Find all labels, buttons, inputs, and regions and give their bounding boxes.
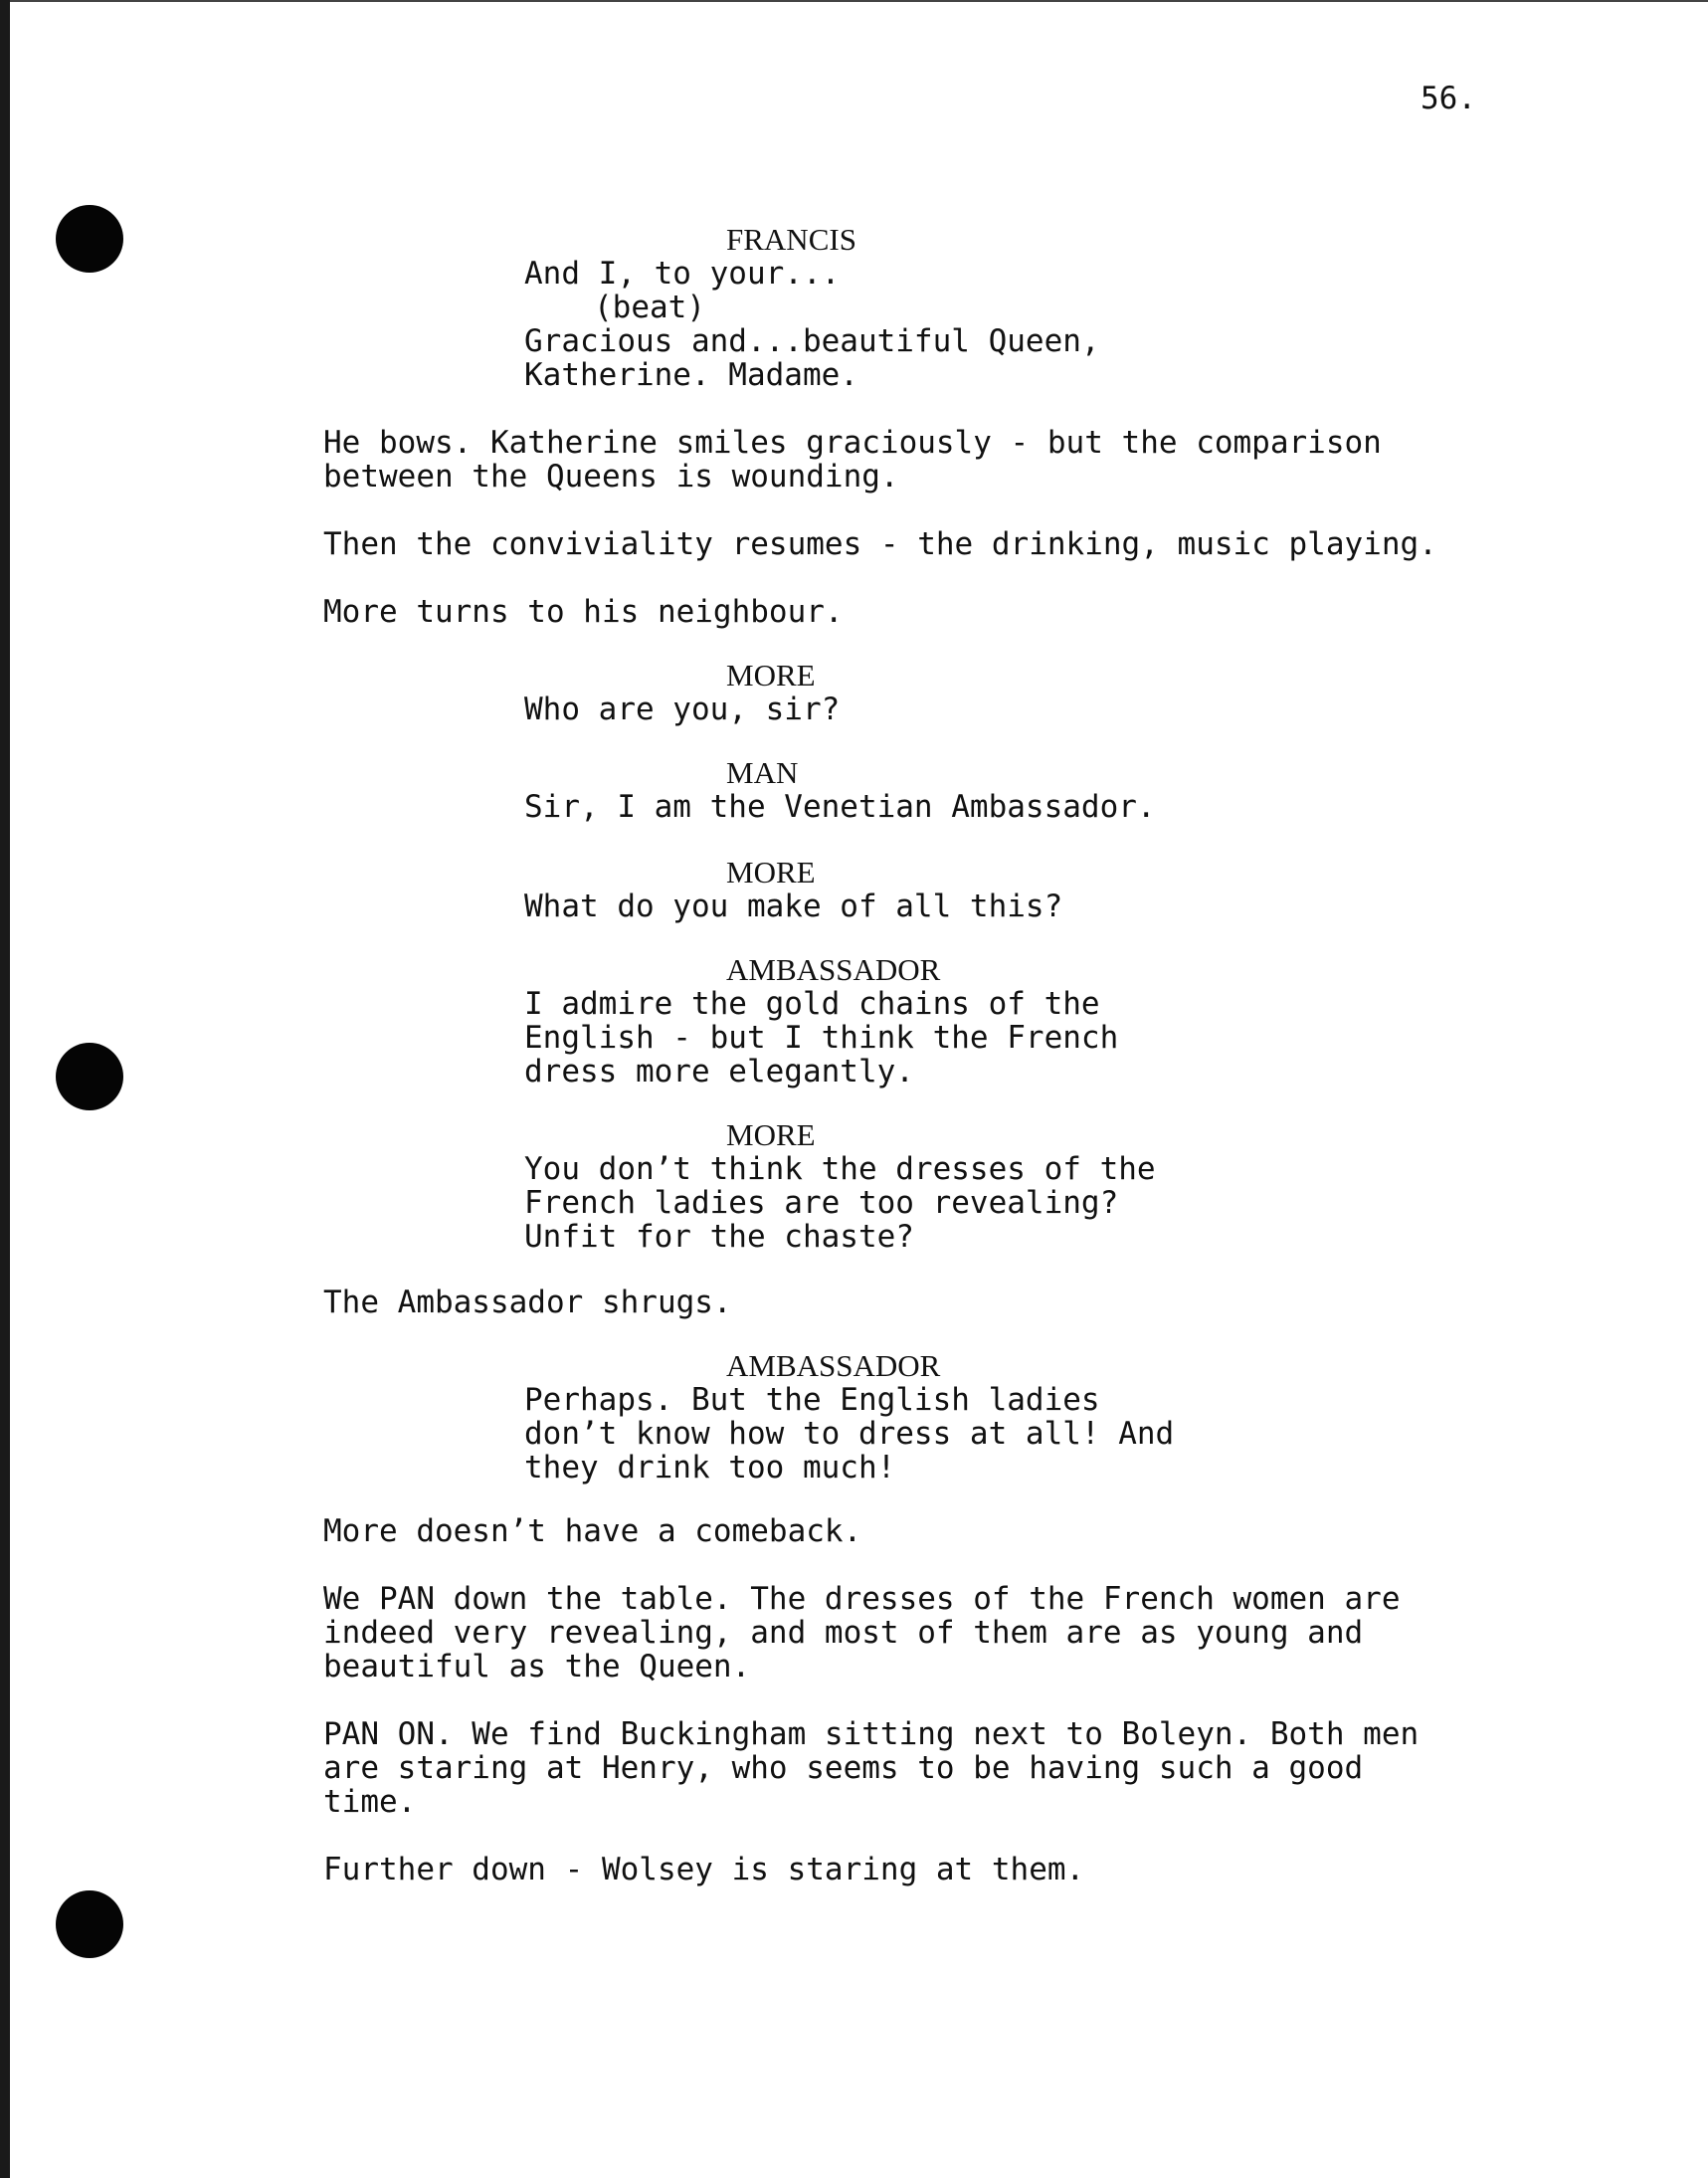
dialogue-line: English - but I think the French <box>524 1020 1119 1056</box>
page-number: 56. <box>1421 81 1476 116</box>
dialogue-line: Who are you, sir? <box>524 692 841 727</box>
scan-left-edge <box>0 0 10 2178</box>
character-cue: MAN <box>726 755 799 790</box>
character-cue: MORE <box>726 855 816 890</box>
dialogue-line: You don’t think the dresses of the <box>524 1151 1156 1187</box>
dialogue-line: Sir, I am the Venetian Ambassador. <box>524 789 1156 825</box>
dialogue-line: French ladies are too revealing? <box>524 1185 1119 1221</box>
character-cue: MORE <box>726 1117 816 1152</box>
character-cue: FRANCIS <box>726 222 856 257</box>
action-line: The Ambassador shrugs. <box>323 1285 732 1320</box>
dialogue-line: Katherine. Madame. <box>524 357 858 393</box>
action-line: time. <box>323 1784 417 1820</box>
action-line: Further down - Wolsey is staring at them. <box>323 1852 1085 1887</box>
action-line: between the Queens is wounding. <box>323 459 899 495</box>
dialogue-line: What do you make of all this? <box>524 889 1063 924</box>
action-line: Then the conviviality resumes - the drinking, music playing. <box>323 526 1437 562</box>
action-line: More doesn’t have a comeback. <box>323 1513 862 1549</box>
parenthetical: (beat) <box>594 290 705 325</box>
dialogue-line: I admire the gold chains of the <box>524 986 1100 1022</box>
dialogue-line: And I, to your... <box>524 256 841 292</box>
action-line: More turns to his neighbour. <box>323 594 844 630</box>
dialogue-line: Unfit for the chaste? <box>524 1219 914 1255</box>
dialogue-line: Perhaps. But the English ladies <box>524 1382 1100 1418</box>
action-line: are staring at Henry, who seems to be having such a good <box>323 1750 1364 1786</box>
character-cue: MORE <box>726 658 816 693</box>
action-line: beautiful as the Queen. <box>323 1649 751 1684</box>
action-line: He bows. Katherine smiles graciously - but the comparison <box>323 425 1382 461</box>
punch-hole-middle <box>56 1043 123 1110</box>
action-line: We PAN down the table. The dresses of the French women are <box>323 1581 1401 1617</box>
action-line: PAN ON. We find Buckingham sitting next to Boleyn. Both men <box>323 1716 1420 1752</box>
punch-hole-top <box>56 205 123 273</box>
dialogue-line: dress more elegantly. <box>524 1054 914 1089</box>
dialogue-line: they drink too much! <box>524 1450 896 1485</box>
action-line: indeed very revealing, and most of them are as young and <box>323 1615 1364 1651</box>
character-cue: AMBASSADOR <box>726 1348 941 1383</box>
dialogue-line: Gracious and...beautiful Queen, <box>524 323 1100 359</box>
dialogue-line: don’t know how to dress at all! And <box>524 1416 1175 1452</box>
scan-top-edge <box>0 0 1708 2</box>
punch-hole-bottom <box>56 1890 123 1958</box>
character-cue: AMBASSADOR <box>726 952 941 987</box>
